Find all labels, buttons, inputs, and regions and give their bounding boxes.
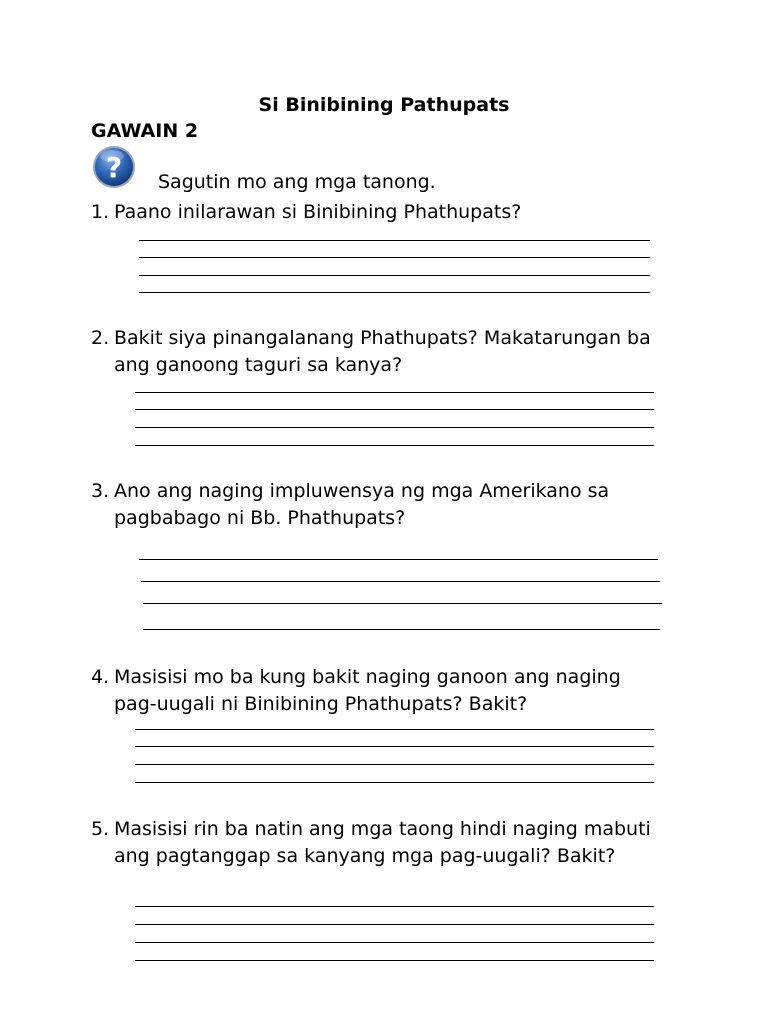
question-text: Bakit siya pinangalanang Phathupats? Makatarungan ba ang ganoong taguri sa kanya? bbox=[114, 327, 651, 376]
answer-line[interactable] bbox=[135, 764, 654, 765]
question-4 bbox=[91, 664, 666, 718]
page-title: Si Binibining Pathupats bbox=[258, 94, 510, 116]
question-text: Masisisi mo ba kung bakit naging ganoon ang naging pag-uugali ni Binibining Phathupats? Bakit? bbox=[114, 666, 621, 715]
answer-line[interactable] bbox=[141, 581, 660, 582]
question-text: Ano ang naging impluwensya ng mga Amerikano sa pagbabago ni Bb. Phathupats? bbox=[114, 480, 610, 529]
svg-text:?: ? bbox=[105, 151, 123, 184]
answer-line[interactable] bbox=[135, 445, 654, 446]
question-number: 4. bbox=[91, 666, 110, 688]
instruction-text: Sagutin mo ang mga tanong. bbox=[158, 171, 436, 193]
answer-line[interactable] bbox=[135, 942, 654, 943]
question-text: Paano inilarawan si Binibining Phathupats? bbox=[114, 201, 522, 223]
answer-line[interactable] bbox=[135, 392, 654, 393]
answer-line[interactable] bbox=[143, 603, 662, 604]
answer-line[interactable] bbox=[135, 729, 654, 730]
activity-heading: GAWAIN 2 bbox=[91, 120, 199, 142]
question-number: 3. bbox=[91, 480, 110, 502]
answer-line[interactable] bbox=[139, 292, 650, 293]
answer-line[interactable] bbox=[135, 906, 654, 907]
question-mark-icon bbox=[92, 145, 136, 189]
answer-line[interactable] bbox=[135, 427, 654, 428]
answer-line[interactable] bbox=[143, 629, 660, 630]
question-number: 5. bbox=[91, 818, 110, 840]
answer-line[interactable] bbox=[135, 924, 654, 925]
answer-line[interactable] bbox=[135, 960, 654, 961]
question-number: 2. bbox=[91, 327, 110, 349]
question-1 bbox=[91, 199, 691, 226]
answer-line[interactable] bbox=[135, 409, 654, 410]
answer-line[interactable] bbox=[139, 559, 658, 560]
answer-line[interactable] bbox=[139, 275, 650, 276]
question-5 bbox=[91, 816, 651, 870]
question-2 bbox=[91, 325, 676, 379]
answer-line[interactable] bbox=[135, 782, 654, 783]
answer-line[interactable] bbox=[135, 746, 654, 747]
answer-line[interactable] bbox=[139, 257, 650, 258]
question-3 bbox=[91, 478, 651, 532]
question-number: 1. bbox=[91, 201, 110, 223]
answer-line[interactable] bbox=[139, 240, 650, 241]
question-text: Masisisi rin ba natin ang mga taong hindi naging mabuti ang pagtanggap sa kanyang mga pag-uugali? Bakit? bbox=[114, 818, 651, 867]
